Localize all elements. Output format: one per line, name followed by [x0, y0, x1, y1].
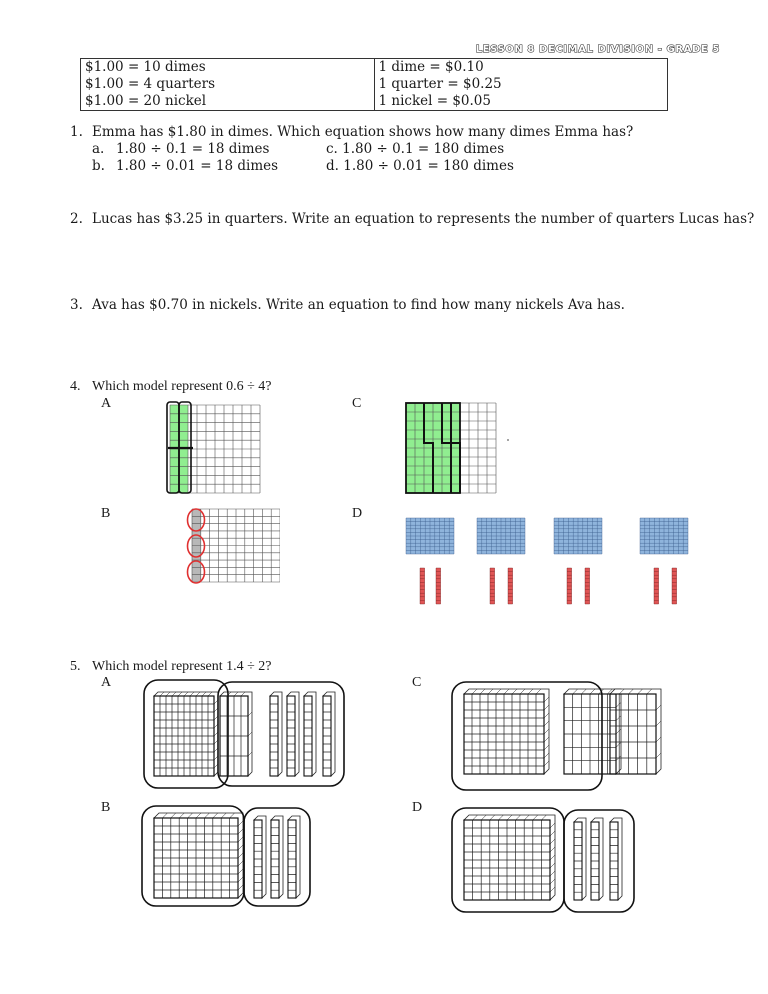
- tenth-rod: [254, 816, 266, 898]
- rod-depth: [574, 818, 586, 900]
- q4-model-d: [400, 512, 700, 612]
- question-text: Which model represent 1.4 ÷ 2?: [92, 659, 272, 674]
- model-label-c: C: [412, 675, 422, 690]
- flat-edges: [473, 815, 555, 892]
- tenth-rod: [591, 818, 603, 900]
- ref-row: 1 dime = $0.10: [378, 59, 484, 75]
- tenth-rod: [270, 692, 282, 776]
- tenth-rod: [287, 692, 299, 776]
- tenth-rod: [574, 818, 586, 900]
- red-tenth-rod: [585, 568, 590, 604]
- flat-depth: [154, 692, 218, 776]
- flat-depth: [220, 692, 252, 776]
- question-3: 3. Ava has $0.70 in nickels. Write an equation to find how many nickels Ava has.: [70, 297, 625, 313]
- hundred-flat: [564, 689, 621, 774]
- rod-depth: [288, 816, 300, 898]
- q4-model-c: [400, 398, 520, 498]
- option-c: c. 1.80 ÷ 0.1 = 180 dimes: [326, 141, 505, 157]
- grid-lines: [220, 696, 248, 776]
- question-text: Emma has $1.80 in dimes. Which equation shows how many dimes Emma has?: [92, 124, 634, 140]
- tenth-rod: [610, 818, 622, 900]
- ref-row: $1.00 = 10 dimes: [85, 59, 206, 75]
- option-d: d. 1.80 ÷ 0.01 = 180 dimes: [326, 158, 514, 174]
- hundred-grid: [220, 696, 248, 776]
- ref-left-cell: [81, 59, 375, 111]
- model-label-c: C: [352, 396, 362, 411]
- q4-model-a: [160, 400, 270, 496]
- rod-depth: [287, 692, 299, 776]
- rod-cells: [574, 822, 582, 900]
- blue-hundred-flat: [554, 518, 602, 554]
- q5-model-a: [140, 678, 350, 794]
- flat-edges: [160, 692, 218, 768]
- grid-lines: [564, 694, 616, 774]
- hundred-flat: [220, 692, 252, 776]
- q5-model-b: [140, 804, 315, 908]
- hundred-flat: [464, 689, 549, 774]
- group-outline: [142, 806, 244, 906]
- red-tenth-rod: [654, 568, 659, 604]
- rod-cells: [271, 820, 279, 898]
- hundred-flat: [154, 692, 218, 776]
- rod-cells: [287, 696, 295, 776]
- option-a: a. 1.80 ÷ 0.1 = 18 dimes: [92, 141, 270, 157]
- rod-cells: [591, 822, 599, 900]
- red-tenth-rod: [490, 568, 495, 604]
- model-label-b: B: [101, 800, 111, 815]
- model-label-a: A: [101, 675, 112, 690]
- rod-depth: [304, 692, 316, 776]
- rod-cells: [270, 696, 278, 776]
- question-text: Lucas has $3.25 in quarters. Write an equation to represents the number of quarters Lucas has?: [92, 211, 755, 227]
- rod-cells: [288, 820, 296, 898]
- model-label-d: D: [352, 506, 363, 521]
- model-label-a: A: [101, 396, 112, 411]
- option-b: b. 1.80 ÷ 0.01 = 18 dimes: [92, 158, 279, 174]
- question-2: 2. Lucas has $3.25 in quarters. Write an equation to represents the number of quarters Lucas has?: [70, 211, 755, 227]
- hundred-grid: [564, 694, 616, 774]
- red-tenth-rod: [436, 568, 441, 604]
- rod-cells: [610, 822, 618, 900]
- flat-edges: [162, 813, 243, 890]
- question-5: 5. Which model represent 1.4 ÷ 2?: [70, 659, 272, 674]
- dot-mark: [507, 439, 509, 441]
- hundred-grid: [464, 820, 550, 900]
- grid-lines: [154, 696, 214, 776]
- q5-model-c: [450, 680, 670, 792]
- tenth-rod: [323, 692, 335, 776]
- ref-right-cell: [374, 59, 668, 111]
- lesson-header: LESSON 8 DECIMAL DIVISION - GRADE 5: [475, 44, 720, 55]
- hundred-grid: [154, 818, 238, 898]
- tenth-rod: [271, 816, 283, 898]
- flat-edges: [573, 689, 621, 761]
- grid-lines: [464, 820, 550, 900]
- red-tenth-rod: [672, 568, 677, 604]
- hundred-flat: [464, 815, 555, 900]
- blue-hundred-flat: [640, 518, 688, 554]
- q5-model-d: [450, 806, 640, 914]
- hundred-grid: [464, 694, 544, 774]
- model-label-d: D: [412, 800, 423, 815]
- question-number: 1.: [70, 124, 83, 140]
- grid-lines: [154, 818, 238, 898]
- q4-model-b: [184, 504, 280, 588]
- rod-depth: [323, 692, 335, 776]
- tenth-rod: [288, 816, 300, 898]
- rod-cells: [254, 820, 262, 898]
- ref-row: 1 nickel = $0.05: [378, 93, 491, 109]
- rod-depth: [270, 692, 282, 776]
- tenth-rod: [304, 692, 316, 776]
- rod-depth: [271, 816, 283, 898]
- reference-table: [80, 58, 668, 111]
- rod-depth: [254, 816, 266, 898]
- model-label-b: B: [101, 506, 111, 521]
- rod-cells: [304, 696, 312, 776]
- rod-depth: [591, 818, 603, 900]
- question-1: [70, 124, 633, 140]
- blue-hundred-flat: [406, 518, 454, 554]
- ref-row: 1 quarter = $0.25: [378, 76, 502, 92]
- rod-depth: [610, 818, 622, 900]
- rod-cells: [323, 696, 331, 776]
- ref-row: $1.00 = 4 quarters: [85, 76, 216, 92]
- question-text: Ava has $0.70 in nickels. Write an equation to find how many nickels Ava has.: [92, 297, 625, 313]
- blue-hundred-flat: [477, 518, 525, 554]
- grid-lines: [464, 694, 544, 774]
- hundred-flat: [154, 813, 243, 898]
- ref-row: $1.00 = 20 nickel: [85, 93, 207, 109]
- red-tenth-rod: [567, 568, 572, 604]
- question-text: Which model represent 0.6 ÷ 4?: [92, 379, 272, 394]
- flat-edges: [619, 689, 661, 758]
- flat-edges: [472, 689, 549, 766]
- red-tenth-rod: [420, 568, 425, 604]
- hundred-grid: [154, 696, 214, 776]
- red-tenth-rod: [508, 568, 513, 604]
- question-4: 4. Which model represent 0.6 ÷ 4?: [70, 379, 272, 394]
